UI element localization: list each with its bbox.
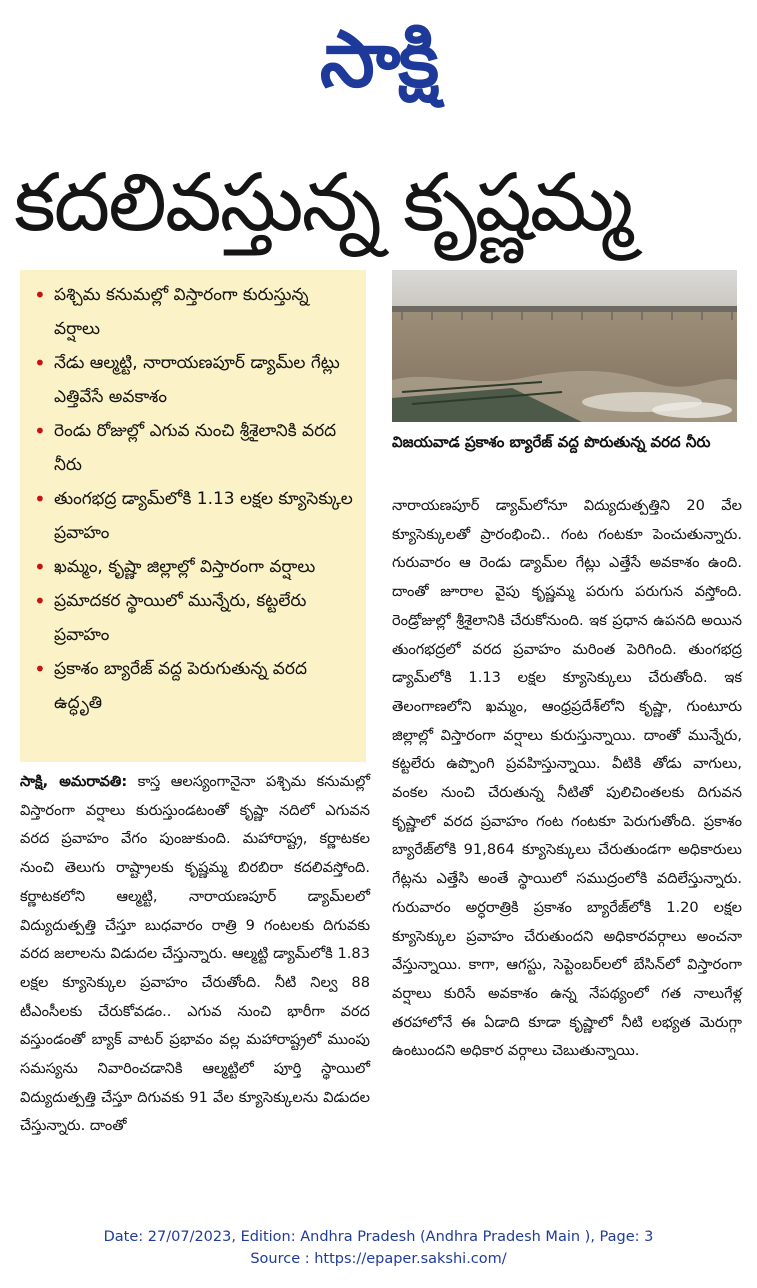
article-column-left [20, 768, 370, 1198]
highlight-item: • ఖమ్మం, కృష్ణా జిల్లాల్లో విస్తారంగా వర్షాలు [32, 550, 358, 584]
highlight-item: • పశ్చిమ కనుమల్లో విస్తారంగా కురుస్తున్న వర్షాలు [32, 278, 358, 346]
highlights-box [20, 270, 366, 762]
masthead-logo: సాక్షి [319, 15, 438, 105]
highlight-item: • ప్రమాదకర స్థాయిలో మున్నేరు, కట్టలేరు ప్రవాహం [32, 584, 358, 652]
footer-source-line: Source : https://epaper.sakshi.com/ [250, 1251, 507, 1267]
bullet-icon: • [34, 283, 46, 307]
highlight-item: • రెండు రోజుల్లో ఎగువ నుంచి శ్రీశైలానికి వరద నీరు [32, 414, 358, 482]
bullet-icon: • [34, 657, 46, 681]
photo-caption: విజయవాడ ప్రకాశం బ్యారేజ్ వద్ద పొరుతున్న వరద నీరు [392, 433, 711, 451]
bullet-icon: • [34, 419, 46, 443]
barrage-photo [392, 270, 737, 422]
footer-edition-line: Date: 27/07/2023, Edition: Andhra Pradesh (Andhra Pradesh Main ), Page: 3 [103, 1229, 654, 1245]
bullet-icon: • [34, 351, 46, 375]
footer [0, 1226, 757, 1270]
bullet-icon: • [34, 589, 46, 613]
dateline: సాక్షి, అమరావతి: [20, 773, 128, 790]
highlight-item: • ప్రకాశం బ్యారేజ్ వద్ద పెరుగుతున్న వరద ఉద్ధృతి [32, 652, 358, 720]
bullet-icon: • [34, 555, 46, 579]
article-body-left: కాస్త ఆలస్యంగానైనా పశ్చిమ కనుమల్లో విస్తారంగా వర్షాలు కురుస్తుండటంతో కృష్ణా నదిలో ఎగువన వరద ప్రవాహం వేగం పుంజుకుంది. మహారాష్ట్ర, కర్ణాటకల నుంచి తెలుగు రాష్ట్రాలకు కృష్ణమ్మ బిరబిరా కదలివస్తోంది. కర్ణాటకలోని ఆల్మట్టి, నారాయణపూర్ డ్యామ్‌లలో విద్యుదుత్పత్తి చేస్తూ బుధవారం రాత్రి 9 గంటలకు దిగువకు వరద జలాలను విడుదల చేస్తున్నారు. ఆల్మట్టి డ్యామ్‌లోకి 1.83 లక్షల క్యూసెక్కుల ప్రవాహం చేరుతోంది. నీటి నిల్వ 88 టీఎంసీలకు చేరుకోవడం.. ఎగువ నుంచి భారీగా వరద వస్తుండంతో బ్యాక్ వాటర్ ప్రభావం వల్ల మహారాష్ట్రలో ముంపు సమస్యను నివారించడానికి ఆల్మట్టిలో పూర్తి స్థాయిలో విద్యుదుత్పత్తి చేస్తూ దిగువకు 91 వేల క్యూసెక్కులను విడుదల చేస్తున్నారు. దాంతో [20, 773, 370, 1135]
headline: కదలివస్తున్న కృష్ణమ్మ [14, 156, 632, 249]
highlight-item: • నేడు ఆల్మట్టి, నారాయణపూర్ డ్యామ్‌ల గేట్లు ఎత్తివేసే అవకాశం [32, 346, 358, 414]
bullet-icon: • [34, 487, 46, 511]
barrage-photo-illustration [392, 270, 737, 422]
highlight-item: • తుంగభద్ర డ్యామ్‌లోకి 1.13 లక్షల క్యూసెక్కుల ప్రవాహం [32, 482, 358, 550]
article-column-right: నారాయణపూర్ డ్యామ్‌లోనూ విద్యుదుత్పత్తిని 20 వేల క్యూసెక్కులతో ప్రారంభించి.. గంట గంటకూ పెంచుతున్నారు. గురువారం ఆ రెండు డ్యామ్‌ల గేట్లు ఎత్తేసే అవకాశం ఉంది. దాంతో జూరాల వైపు కృష్ణమ్మ పరుగు పరుగున వస్తోంది. రెండ్రోజుల్లో శ్రీశైలానికి చేరుకోనుంది. ఇక ప్రధాన ఉపనది అయిన తుంగభద్రలో వరద ప్రవాహం మరింత పెరిగింది. తుంగభద్ర డ్యామ్‌లోకి 1.13 లక్షల క్యూసెక్కులు చేరుతోంది. ఇక తెలంగాణలోని ఖమ్మం, ఆంధ్రప్రదేశ్‌లోని కృష్ణా, గుంటూరు జిల్లాల్లో విస్తారంగా వర్షాలు కురుస్తున్నాయి. దాంతో మున్నేరు, కట్టలేరు ఉప్పొంగి ప్రవహిస్తున్నాయి. వీటికి తోడు వాగులు, వంకల నుంచి చేరుతున్న నీటితో పులిచింతలకు దిగువన కృష్ణాలో వరద ప్రవాహం గంట గంటకూ పెరుగుతోంది. ప్రకాశం బ్యారేజ్‌లోకి 91,864 క్యూసెక్కులు చేరుతుండగా అధికారులు గేట్లను ఎత్తేసి అంతే స్థాయిలో సముద్రంలోకి వదిలేస్తున్నారు. గురువారం అర్ధరాత్రికి ప్రకాశం బ్యారేజ్‌లోకి 1.20 లక్షల క్యూసెక్కుల ప్రవాహం చేరుతుందని అధికారవర్గాలు అంచనా వేస్తున్నాయి. కాగా, ఆగస్టు, సెప్టెంబర్‌లలో బేసిన్‌లో విస్తారంగా వర్షాలు కురిసే అవకాశం ఉన్న నేపథ్యంలో గత నాలుగేళ్ల తరహాలోనే ఈ ఏడాది కూడా కృష్ణాలో నీటి లభ్యత మెరుగ్గా ఉంటుందని అధికార వర్గాలు చెబుతున్నాయి. [392, 497, 742, 1060]
